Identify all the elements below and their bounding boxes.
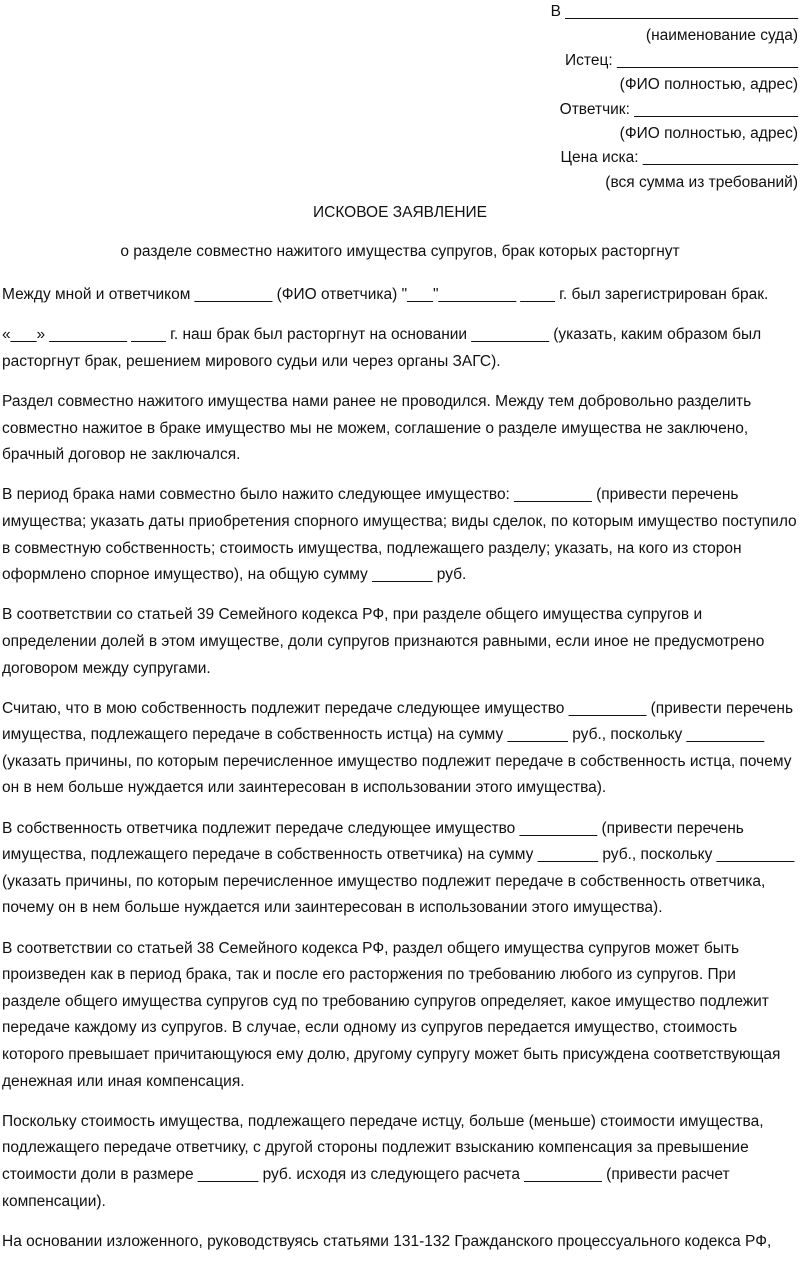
paragraph-compensation: Поскольку стоимость имущества, подлежащего передаче истцу, больше (меньше) стоимости имущества, подлежащего передаче ответчику, с другой стороны подлежит взысканию компенсация за превышение стоимости доли в размере _______ руб. исходя из следующего расчета _________ (привести расчет компенсации). (2, 1112, 764, 1210)
paragraph-no-division: Раздел совместно нажитого имущества нами ранее не проводился. Между тем добровольно разделить совместно нажитое в браке имущество мы не можем, соглашение о разделе имущества не заключено, брачный договор не заключался. (2, 392, 752, 464)
document-title: ИСКОВОЕ ЗАЯВЛЕНИЕ (312, 204, 487, 221)
plaintiff-hint: (ФИО полностью, адрес) (619, 76, 798, 94)
court-hint: (наименование суда) (645, 27, 798, 45)
paragraph-article-39: В соответствии со статьей 39 Семейного кодекса РФ, при разделе общего имущества супругов и определении долей в этом имуществе, доли супругов признаются равными, если иное не предусмотрено договором между супругами. (2, 606, 765, 677)
paragraph-plaintiff-share: Считаю, что в мою собственность подлежит передаче следующее имущество _________ (привести перечень имущества, подлежащего передаче в собственность истца) на сумму _______ руб., поскольку _________ (указать причины, по которым перечисленное имущество подлежит передаче в собственность истца, почему он в нем больше нуждается или заинтересован в использовании этого имущества). (2, 699, 794, 797)
document-body (2, 282, 798, 1269)
court-line: В ___________________________ (550, 3, 798, 20)
claim-price-line: Цена иска: __________________ (560, 149, 798, 167)
paragraph-defendant-share: В собственность ответчика подлежит передаче следующее имущество _________ (привести перечень имущества, подлежащего передаче в собственность ответчика) на сумму _______ руб., поскольку _________ (указать причины, по которым перечисленное имущество подлежит передаче в собственность ответчика, почему он в нем больше нуждается или заинтересован в использовании этого имущества). (2, 819, 795, 917)
paragraph-divorce: «___» _________ ____ г. наш брак был расторгнут на основании _________ (указать, каким образом был расторгнут брак, решением мирового судьи или через органы ЗАГС). (2, 326, 762, 370)
paragraph-marriage-registration: Между мной и ответчиком _________ (ФИО ответчика) "___"_________ ____ г. был зарегистрирован брак. (2, 286, 769, 303)
defendant-line: Ответчик: ___________________ (559, 100, 798, 118)
document-subtitle: о разделе совместно нажитого имущества супругов, брак которых расторгнут (120, 243, 680, 260)
claim-price-hint: (вся сумма из требований) (605, 173, 798, 191)
paragraph-legal-basis: На основании изложенного, руководствуясь статьями 131-132 Гражданского процессуального кодекса РФ, (2, 1232, 772, 1250)
court-header (518, 0, 798, 195)
paragraph-article-38: В соответствии со статьей 38 Семейного кодекса РФ, раздел общего имущества супругов может быть произведен как в период брака, так и после его расторжения по требованию любого из супругов. При разделе общего имущества супругов суд по требованию супругов определяет, какое имущество подлежит передаче каждому из супругов. В случае, если одному из супругов передается имущество, стоимость которого превышает причитающуюся ему долю, другому супругу может быть присуждена соответствующая денежная или иная компенсация. (2, 939, 781, 1090)
defendant-hint: (ФИО полностью, адрес) (619, 124, 798, 142)
plaintiff-line: Истец: _____________________ (565, 51, 798, 69)
paragraph-joint-property: В период брака нами совместно было нажито следующее имущество: _________ (привести перечень имущества; указать даты приобретения спорного имущества; виды сделок, по которым имущество поступило в совместную собственность; стоимость имущества, подлежащего разделу; указать, на кого из сторон оформлено спорное имущество), на общую сумму _______ руб. (2, 486, 797, 584)
